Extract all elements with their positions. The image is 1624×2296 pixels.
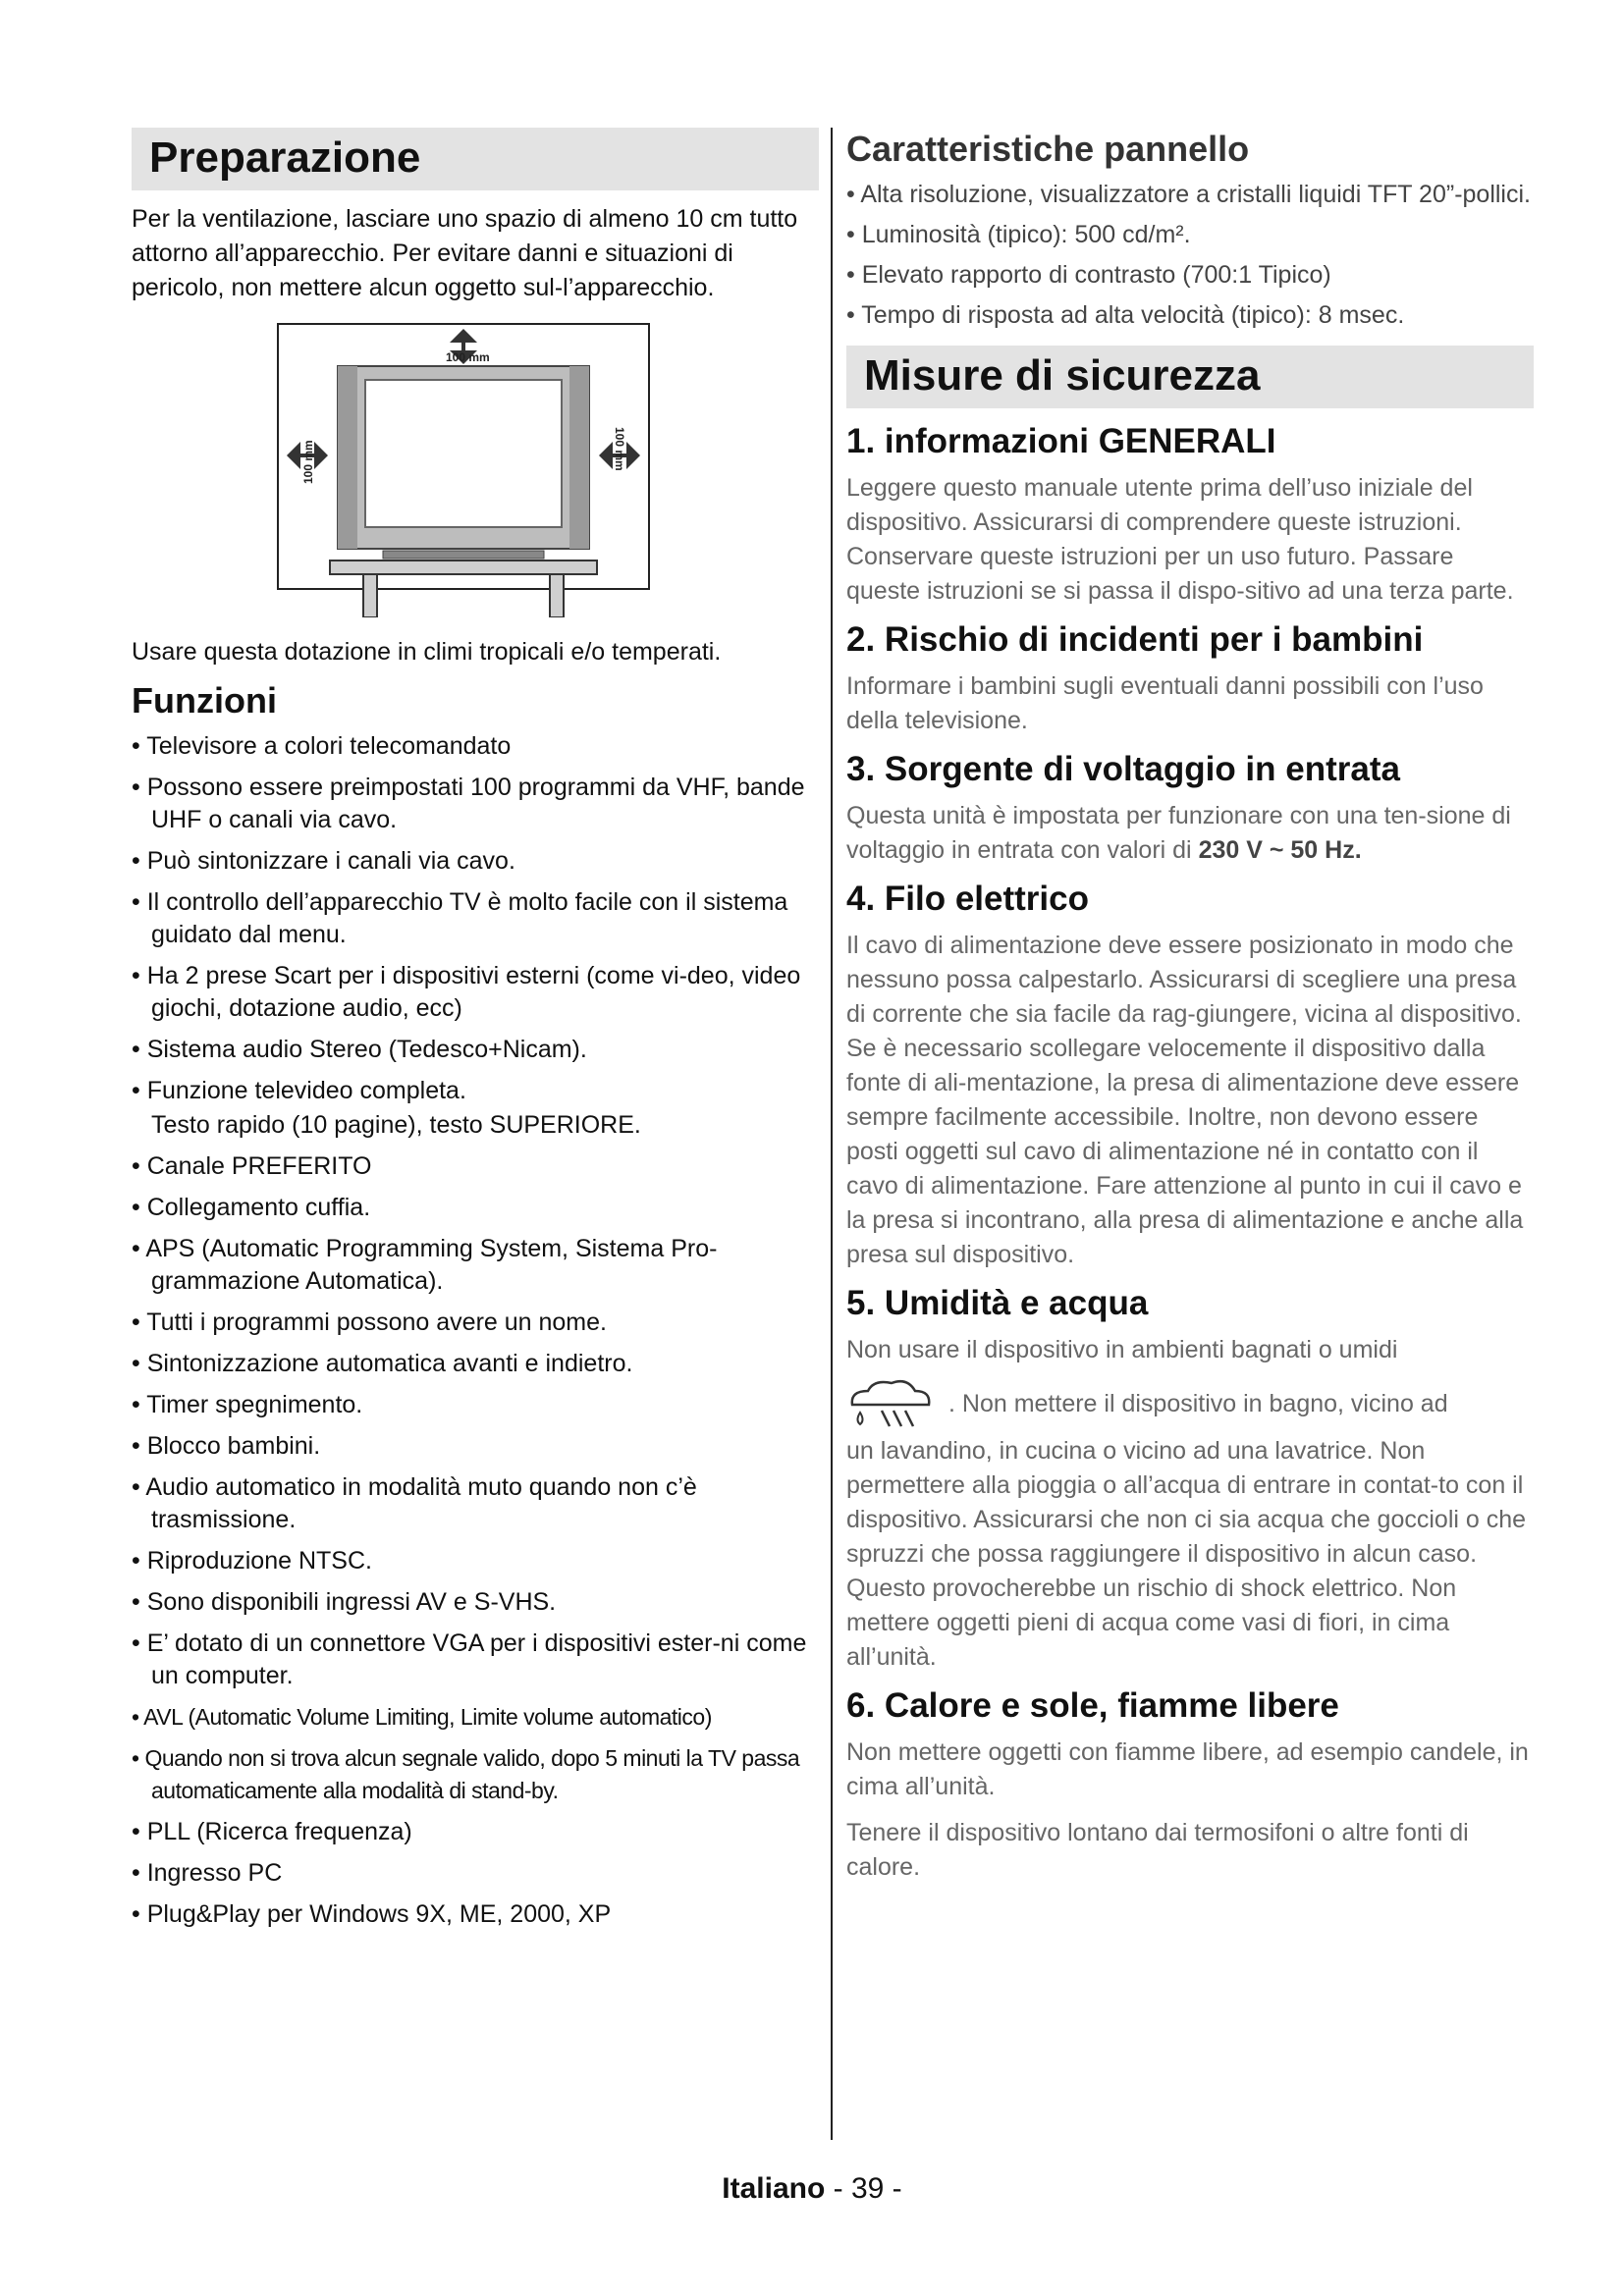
section-4-text: Il cavo di alimentazione deve essere posizionato in modo che nessuno possa calpestarlo. Assicurarsi di scegliere una presa di corrente che sia facile da rag-giungere, vicina al dispositivo. Se è necessario scollegare velocemente il dispositivo dalla fonte di ali-mentazione, la presa di alimentazione deve essere sempre facilmente accessibile. Inoltre, non devono essere posti oggetti sul cavo di alimentazione né in contatto con il cavo di alimentazione. Fare attenzione al punto in cui il cavo e la presa si incontrano, alla presa di alimentazione e anche alla presa sul dispositivo.: [846, 932, 1524, 1268]
section-1-text: Leggere questo manuale utente prima dell’uso iniziale del dispositivo. Assicurarsi di comprendere queste istruzioni. Conservare queste istruzioni per un uso futuro. Passare queste istruzioni se si passa il dispo-sitivo ad una terza parte.: [846, 474, 1514, 605]
list-item: • APS (Automatic Programming System, Sistema Pro-grammazione Automatica).: [132, 1235, 718, 1295]
figure-label-right: 100 mm: [613, 427, 626, 471]
list-item: • Tempo di risposta ad alta velocità (tipico): 8 msec.: [846, 301, 1405, 329]
section-5-heading: 5. Umidità e acqua: [846, 1284, 1149, 1322]
tv-clearance-figure: [277, 323, 650, 617]
footer-language: Italiano: [722, 2172, 826, 2205]
section-4-heading: 4. Filo elettrico: [846, 880, 1089, 918]
list-item: • Quando non si trova alcun segnale valido, dopo 5 minuti la TV passa automaticamente alla modalità di stand-by.: [132, 1745, 800, 1803]
list-item: • Il controllo dell’apparecchio TV è molto facile con il sistema guidato dal menu.: [132, 888, 788, 948]
section-6-heading: 6. Calore e sole, fiamme libere: [846, 1686, 1339, 1725]
preparazione-text: Per la ventilazione, lasciare uno spazio di almeno 10 cm tutto attorno all’apparecchio. Per evitare danni e situazioni di pericolo, non mettere alcun oggetto sul-l’apparecchio.: [132, 205, 798, 301]
figure-label-left: 100 mm: [301, 440, 315, 484]
section-6-text-a: Non mettere oggetti con fiamme libere, ad esempio candele, in cima all’unità.: [846, 1738, 1529, 1800]
list-item: • Può sintonizzare i canali via cavo.: [132, 847, 515, 875]
section-6-text-b: Tenere il dispositivo lontano dai termosifoni o altre fonti di calore.: [846, 1819, 1469, 1881]
pannello-heading: Caratteristiche pannello: [846, 129, 1250, 169]
list-item: • Sintonizzazione automatica avanti e indietro.: [132, 1350, 633, 1377]
section-3-heading: 3. Sorgente di voltaggio in entrata: [846, 750, 1400, 788]
list-item: • Televisore a colori telecomandato: [132, 732, 512, 760]
section-1-heading: 1. informazioni GENERALI: [846, 422, 1276, 460]
list-item: • Alta risoluzione, visualizzatore a cristalli liquidi TFT 20”-pollici.: [846, 181, 1531, 208]
list-item: • Luminosità (tipico): 500 cd/m².: [846, 221, 1191, 248]
rain-cloud-icon: [846, 1377, 945, 1430]
list-item: • Elevato rapporto di contrasto (700:1 Tipico): [846, 261, 1331, 289]
list-item: • Audio automatico in modalità muto quando non c’è trasmissione.: [132, 1473, 697, 1533]
list-item: • Ha 2 prese Scart per i dispositivi esterni (come vi-deo, video giochi, dotazione audio, ecc): [132, 962, 801, 1022]
list-item: • Plug&Play per Windows 9X, ME, 2000, XP: [132, 1900, 612, 1928]
list-item: • AVL (Automatic Volume Limiting, Limite volume automatico): [132, 1704, 712, 1730]
list-item: • PLL (Ricerca frequenza): [132, 1818, 412, 1845]
list-item: Testo rapido (10 pagine), testo SUPERIORE.: [151, 1111, 641, 1139]
section-2-text: Informare i bambini sugli eventuali danni possibili con l’uso della televisione.: [846, 672, 1484, 734]
list-item: • Funzione televideo completa.: [132, 1077, 466, 1104]
left-column: [132, 128, 819, 1940]
section-5-text-c: un lavandino, in cucina o vicino ad una lavatrice. Non permettere alla pioggia o all’acqua di entrare in contat-to con il dispositivo. Assicurarsi che non ci sia acqua che goccioli o che spruzzi che possa raggiungere il dispositivo in alcun caso. Questo provocherebbe un rischio di shock elettrico. Non mettere oggetti pieni di acqua come vasi di fiori, in cima all’unità.: [846, 1437, 1527, 1671]
footer-page-number: - 39 -: [833, 2172, 902, 2205]
sicurezza-heading: Misure di sicurezza: [846, 346, 1534, 408]
page-footer: [0, 2172, 1624, 2206]
section-2-heading: 2. Rischio di incidenti per i bambini: [846, 620, 1424, 659]
section-3-text: [846, 799, 1534, 868]
list-item: • Possono essere preimpostati 100 programmi da VHF, bande UHF o canali via cavo.: [132, 774, 805, 833]
rain-warning-row: [846, 1377, 1534, 1430]
list-item: • Collegamento cuffia.: [132, 1194, 371, 1221]
pannello-list: [846, 179, 1534, 332]
funzioni-list: [132, 730, 819, 1931]
voltage-value: 230 V ~ 50 Hz.: [1198, 836, 1362, 864]
list-item: • E’ dotato di un connettore VGA per i dispositivi ester-ni come un computer.: [132, 1629, 807, 1689]
list-item: • Blocco bambini.: [132, 1432, 321, 1460]
climate-text: Usare questa dotazione in climi tropicali e/o temperati.: [132, 638, 722, 666]
list-item: • Timer spegnimento.: [132, 1391, 363, 1418]
section-5-text-b: . Non mettere il dispositivo in bagno, vicino ad: [948, 1389, 1448, 1417]
column-divider: [831, 128, 833, 2140]
list-item: • Riproduzione NTSC.: [132, 1547, 372, 1575]
list-item: • Canale PREFERITO: [132, 1152, 372, 1180]
list-item: • Tutti i programmi possono avere un nome.: [132, 1308, 607, 1336]
section-5-text-a: Non usare il dispositivo in ambienti bagnati o umidi: [846, 1336, 1398, 1363]
preparazione-heading: Preparazione: [132, 128, 819, 190]
section-3-body: Questa unità è impostata per funzionare con una ten-sione di voltaggio in entrata con valori di: [846, 802, 1511, 864]
right-column: [846, 128, 1534, 1885]
list-item: • Sistema audio Stereo (Tedesco+Nicam).: [132, 1036, 587, 1063]
list-item: • Sono disponibili ingressi AV e S-VHS.: [132, 1588, 557, 1616]
funzioni-heading: Funzioni: [132, 680, 277, 721]
figure-label-top: 100 mm: [446, 350, 490, 364]
list-item: • Ingresso PC: [132, 1859, 283, 1887]
